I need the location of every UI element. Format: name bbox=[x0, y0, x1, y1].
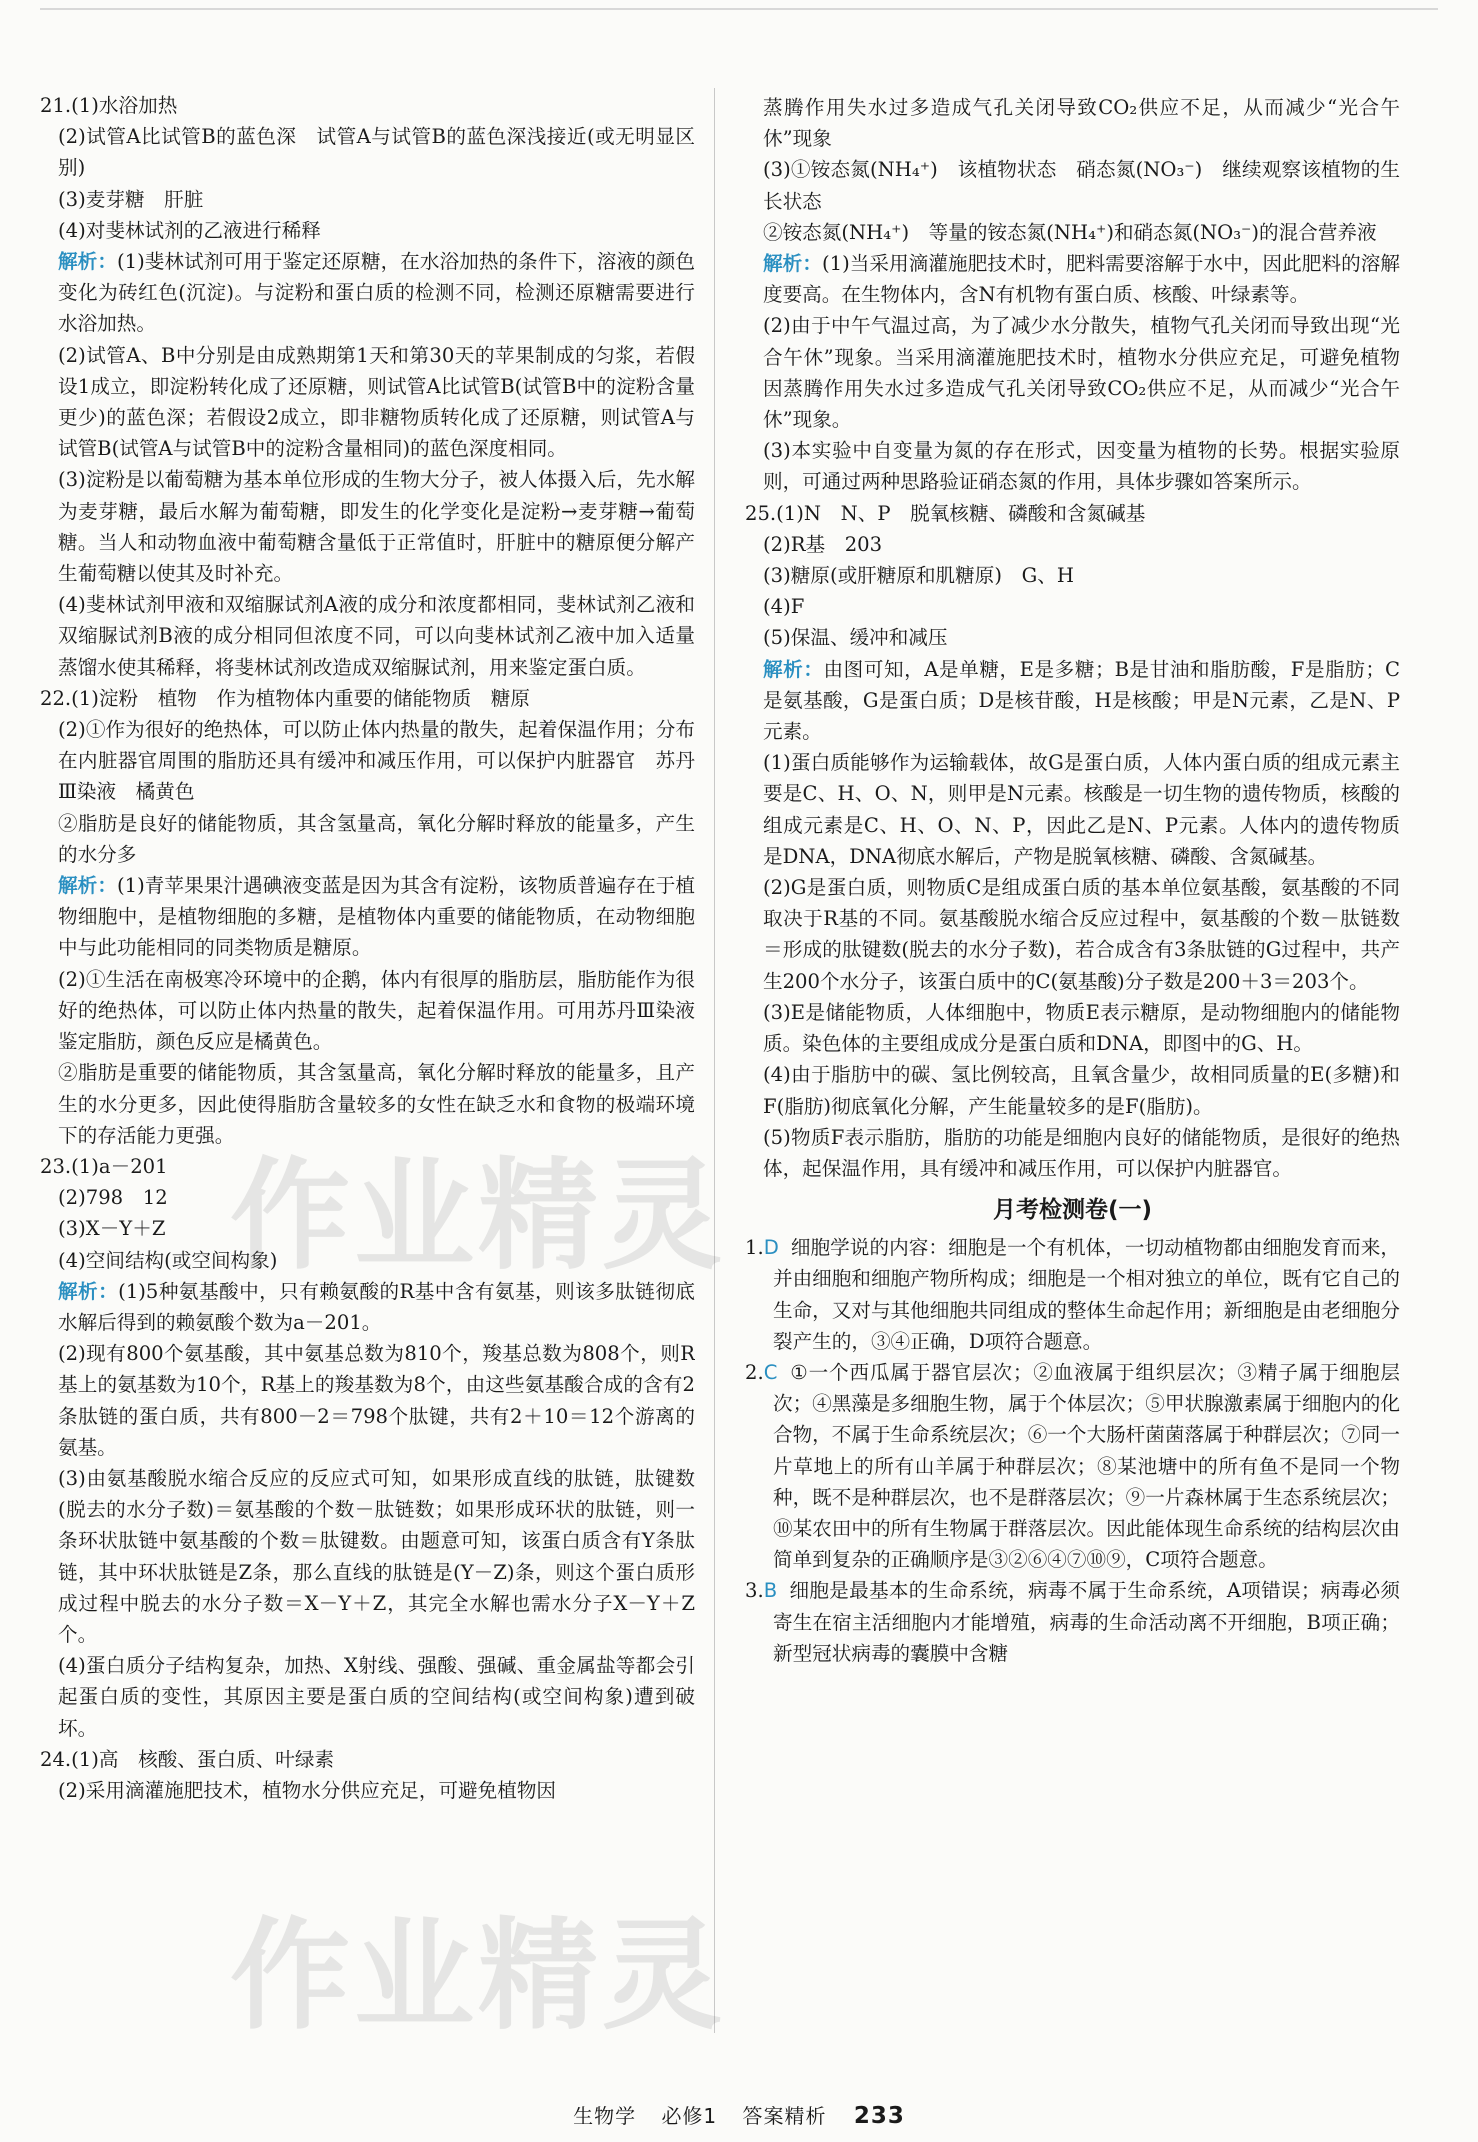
footer-subject: 生物学 bbox=[573, 2104, 637, 2128]
paragraph-text: (2)798 12 bbox=[58, 1186, 168, 1210]
question-answer bbox=[40, 1744, 695, 1775]
paragraph-text: 细胞学说的内容：细胞是一个有机体，一切动植物都由细胞发育而来，并由细胞和细胞产物所构成；细胞是一个相对独立的单位，既有它自己的生命，又对与其他细胞共同组成的整体生命起作用；新细胞是由老细胞分裂产生的，③④正确，D项符合题意。 bbox=[773, 1236, 1400, 1353]
right-column bbox=[745, 92, 1400, 2027]
explanation-paragraph bbox=[40, 246, 695, 340]
answer-letter: C bbox=[763, 1360, 778, 1384]
paragraph-text: (2)G是蛋白质，则物质C是组成蛋白质的基本单位氨基酸，氨基酸的不同取决于R基的不同。氨基酸脱水缩合反应过程中，氨基酸的个数－肽链数＝形成的肽键数(脱去的水分子数)，若合成含有3条肽链的G过程中，共产生200个水分子，该蛋白质中的C(氨基酸)分子数是200＋3＝203个。 bbox=[763, 876, 1400, 993]
question-answer bbox=[40, 683, 695, 714]
paragraph-text: 由图可知，A是单糖，E是多糖；B是甘油和脂肪酸，F是脂肪；C是氨基酸，G是蛋白质；D是核苷酸，H是核酸；甲是N元素，乙是N、P元素。 bbox=[763, 657, 1400, 744]
answer-line bbox=[745, 560, 1400, 591]
page-number: 233 bbox=[853, 2103, 905, 2129]
watermark: 作业精灵 bbox=[230, 1907, 726, 2046]
answer-line bbox=[40, 1245, 695, 1276]
paragraph-text: 23.(1)a－201 bbox=[40, 1154, 168, 1178]
tag-colon: ： bbox=[802, 252, 822, 276]
explanation-tag: 解析 bbox=[58, 1279, 99, 1303]
paragraph-text: (1)5种氨基酸中，只有赖氨酸的R基中含有氨基，则该多肽链彻底水解后得到的赖氨酸个数为a－201。 bbox=[58, 1279, 695, 1334]
question-number: 2. bbox=[745, 1360, 764, 1384]
explanation-paragraph bbox=[745, 1059, 1400, 1121]
paragraph-text: (1)斐林试剂可用于鉴定还原糖，在水浴加热的条件下，溶液的颜色变化为砖红色(沉淀)。与淀粉和蛋白质的检测不同，检测还原糖需要进行水浴加热。 bbox=[58, 250, 695, 336]
answer-line bbox=[40, 1775, 695, 1806]
explanation-paragraph bbox=[745, 248, 1400, 310]
answer-line bbox=[40, 714, 695, 808]
explanation-paragraph bbox=[40, 589, 695, 683]
explanation-paragraph bbox=[40, 1276, 695, 1338]
paragraph-text: (4)斐林试剂甲液和双缩脲试剂A液的成分和浓度都相同，斐林试剂乙液和双缩脲试剂B液的成分相同但浓度不同，可以向斐林试剂乙液中加入适量蒸馏水使其稀释，将斐林试剂改造成双缩脲试剂，用来鉴定蛋白质。 bbox=[58, 593, 695, 679]
paragraph-text: (4)蛋白质分子结构复杂，加热、X射线、强酸、强碱、重金属盐等都会引起蛋白质的变性，其原因主要是蛋白质的空间结构(或空间构象)遭到破坏。 bbox=[58, 1654, 695, 1740]
top-rule bbox=[40, 8, 1438, 10]
explanation-tag: 解析 bbox=[58, 874, 98, 898]
explanation-paragraph bbox=[40, 340, 695, 465]
answer-line bbox=[40, 121, 695, 183]
question-number: 1. bbox=[745, 1236, 764, 1260]
paragraph-text: (2)①生活在南极寒冷环境中的企鹅，体内有很厚的脂肪层，脂肪能作为很好的绝热体，可以防止体内热量的散失，起着保温作用。可用苏丹Ⅲ染液鉴定脂肪，颜色反应是橘黄色。 bbox=[58, 967, 695, 1054]
paragraph-text: ②脂肪是重要的储能物质，其含氢量高，氧化分解时释放的能量多，且产生的水分更多，因此使得脂肪含量较多的女性在缺乏水和食物的极端环境下的存活能力更强。 bbox=[58, 1061, 695, 1147]
paragraph-text: (3)糖原(或肝糖原和肌糖原) G、H bbox=[763, 564, 1074, 588]
left-column bbox=[40, 90, 695, 2025]
page-footer bbox=[0, 2100, 1478, 2129]
answer-line bbox=[745, 217, 1400, 248]
explanation-paragraph bbox=[745, 654, 1400, 748]
explanation-tag: 解析 bbox=[763, 657, 804, 681]
explanation-paragraph bbox=[40, 464, 695, 589]
explanation-paragraph bbox=[40, 964, 695, 1058]
explanation-paragraph bbox=[40, 1057, 695, 1151]
paragraph-text: (1)当采用滴灌施肥技术时，肥料需要溶解于水中，因此肥料的溶解度要高。在生物体内，含N有机物有蛋白质、核酸、叶绿素等。 bbox=[763, 252, 1400, 307]
explanation-paragraph bbox=[40, 1650, 695, 1744]
paragraph-text: (2)试管A比试管B的蓝色深 试管A与试管B的蓝色深浅接近(或无明显区别) bbox=[58, 125, 695, 180]
question-answer bbox=[745, 498, 1400, 529]
paragraph-text: (3)E是储能物质，人体细胞中，物质E表示糖原，是动物细胞内的储能物质。染色体的主要组成成分是蛋白质和DNA，即图中的G、H。 bbox=[763, 1000, 1400, 1056]
paragraph-text: (3)本实验中自变量为氮的存在形式，因变量为植物的长势。根据实验原则，可通过两种思路验证硝态氮的作用，具体步骤如答案所示。 bbox=[763, 439, 1400, 494]
paragraph-text: (1)青苹果果汁遇碘液变蓝是因为其含有淀粉，该物质普遍存在于植物细胞中，是植物细胞的多糖，是植物体内重要的储能物质，在动物细胞中与此功能相同的同类物质是糖原。 bbox=[58, 874, 695, 960]
answer-line bbox=[745, 622, 1400, 653]
paragraph-text: (5)物质F表示脂肪，脂肪的功能是细胞内良好的储能物质，是很好的绝热体，起保温作用，具有缓冲和减压作用，可以保护内脏器官。 bbox=[763, 1125, 1400, 1180]
paragraph-text: 22.(1)淀粉 植物 作为植物体内重要的储能物质 糖原 bbox=[40, 686, 530, 710]
explanation-tag: 解析 bbox=[763, 252, 803, 276]
paragraph-text: ②脂肪是良好的储能物质，其含氢量高，氧化分解时释放的能量多，产生的水分多 bbox=[58, 811, 695, 866]
column-divider bbox=[714, 88, 715, 2033]
answer-line bbox=[40, 1213, 695, 1244]
paragraph-text: (4)空间结构(或空间构象) bbox=[58, 1248, 278, 1272]
answer-line bbox=[745, 92, 1400, 154]
question-answer bbox=[40, 90, 695, 121]
paragraph-text: (3)①铵态氮(NH₄⁺) 该植物状态 硝态氮(NO₃⁻) 继续观察该植物的生长状态 bbox=[763, 158, 1400, 213]
answer-item bbox=[745, 1575, 1400, 1669]
answer-line bbox=[40, 1182, 695, 1213]
answer-line bbox=[40, 184, 695, 215]
explanation-paragraph bbox=[745, 997, 1400, 1059]
explanation-paragraph bbox=[745, 310, 1400, 435]
answer-item bbox=[745, 1357, 1400, 1575]
paragraph-text: ①一个西瓜属于器官层次；②血液属于组织层次；③精子属于细胞层次；④黑藻是多细胞生物，属于个体层次；⑤甲状腺激素属于细胞内的化合物，不属于生命系统层次；⑥一个大肠杆菌菌落属于种群层次；⑦同一片草地上的所有山羊属于种群层次；⑧某池塘中的所有鱼不是同一个物种，既不是种群层次，也不是群落层次；⑨一片森林属于生态系统层次；⑩某农田中的所有生物属于群落层次。因此能体现生命系统的结构层次由简单到复杂的正确顺序是③②⑥④⑦⑩⑨，C项符合题意。 bbox=[773, 1360, 1400, 1572]
answer-letter: D bbox=[763, 1236, 779, 1260]
footer-volume: 必修1 bbox=[661, 2104, 718, 2128]
explanation-paragraph bbox=[745, 1122, 1400, 1184]
paragraph-text: (1)蛋白质能够作为运输载体，故G是蛋白质，人体内蛋白质的组成元素主要是C、H、O、N，则甲是N元素。核酸是一切生物的遗传物质，核酸的组成元素是C、H、O、N、P，因此乙是N、P元素。人体内的遗传物质是DNA，DNA彻底水解后，产物是脱氧核糖、磷酸、含氮碱基。 bbox=[763, 751, 1400, 868]
paragraph-text: (3)X－Y＋Z bbox=[58, 1217, 166, 1241]
question-number: 3. bbox=[745, 1579, 764, 1603]
paragraph-text: 25.(1)N N、P 脱氧核糖、磷酸和含氮碱基 bbox=[745, 501, 1146, 525]
question-answer bbox=[40, 1151, 695, 1182]
paragraph-text: (3)由氨基酸脱水缩合反应的反应式可知，如果形成直线的肽链，肽键数(脱去的水分子数)＝氨基酸的个数－肽链数；如果形成环状的肽链，则一条环状肽链中氨基酸的个数＝肽键数。由题意可知，该蛋白质含有Y条肽链，其中环状肽链是Z条，那么直线的肽链是(Y－Z)条，则这个蛋白质形成过程中脱去的水分子数＝X－Y＋Z，其完全水解也需水分子X－Y＋Z个。 bbox=[58, 1466, 695, 1646]
answer-line bbox=[745, 529, 1400, 560]
answer-letter: B bbox=[763, 1579, 778, 1603]
answer-line bbox=[745, 591, 1400, 622]
paragraph-text: (4)对斐林试剂的乙液进行稀释 bbox=[58, 218, 321, 242]
answer-line bbox=[40, 215, 695, 246]
explanation-paragraph bbox=[40, 1463, 695, 1650]
answer-item bbox=[745, 1232, 1400, 1357]
paragraph-text: 细胞是最基本的生命系统，病毒不属于生命系统，A项错误；病毒必须寄生在宿主活细胞内才能增殖，病毒的生命活动离不开细胞，B项正确；新型冠状病毒的囊膜中含糖 bbox=[773, 1579, 1400, 1665]
paragraph-text: (2)由于中午气温过高，为了减少水分散失，植物气孔关闭而导致出现“光合午休”现象。当采用滴灌施肥技术时，植物水分供应充足，可避免植物因蒸腾作用失水过多造成气孔关闭导致CO₂供应不足，从而减少“光合午休”现象。 bbox=[763, 314, 1400, 432]
explanation-paragraph bbox=[40, 1338, 695, 1463]
paragraph-text: (3)淀粉是以葡萄糖为基本单位形成的生物大分子，被人体摄入后，先水解为麦芽糖，最后水解为葡萄糖，即发生的化学变化是淀粉→麦芽糖→葡萄糖。当人和动物血液中葡萄糖含量低于正常值时，肝脏中的糖原便分解产生葡萄糖以使其及时补充。 bbox=[58, 468, 695, 586]
explanation-paragraph bbox=[40, 870, 695, 964]
paragraph-text: (2)试管A、B中分别是由成熟期第1天和第30天的苹果制成的匀浆，若假设1成立，即淀粉转化成了还原糖，则试管A比试管B(试管B中的淀粉含量更少)的蓝色深；若假设2成立，即非糖物质转化成了还原糖，则试管A与试管B(试管A与试管B中的淀粉含量相同)的蓝色深度相同。 bbox=[58, 343, 695, 461]
paragraph-text: (2)采用滴灌施肥技术，植物水分供应充足，可避免植物因 bbox=[58, 1778, 557, 1802]
paragraph-text: (2)①作为很好的绝热体，可以防止体内热量的散失，起着保温作用；分布在内脏器官周围的脂肪还具有缓冲和减压作用，可以保护内脏器官 苏丹Ⅲ染液 橘黄色 bbox=[58, 718, 695, 804]
explanation-paragraph bbox=[745, 435, 1400, 497]
watermark: 作业精灵 bbox=[230, 1147, 726, 1286]
answer-line bbox=[40, 808, 695, 870]
paragraph-text: (3)麦芽糖 肝脏 bbox=[58, 187, 204, 211]
tag-colon: ： bbox=[803, 657, 824, 681]
paragraph-text: 蒸腾作用失水过多造成气孔关闭导致CO₂供应不足，从而减少“光合午休”现象 bbox=[763, 96, 1400, 151]
explanation-paragraph bbox=[745, 872, 1400, 997]
paragraph-text: 24.(1)高 核酸、蛋白质、叶绿素 bbox=[40, 1747, 335, 1771]
explanation-tag: 解析 bbox=[58, 250, 98, 274]
paragraph-text: (4)F bbox=[763, 595, 805, 619]
tag-colon: ： bbox=[97, 250, 117, 274]
paragraph-text: (4)由于脂肪中的碳、氢比例较高，且氧含量少，故相同质量的E(多糖)和F(脂肪)彻底氧化分解，产生能量较多的是F(脂肪)。 bbox=[763, 1063, 1400, 1118]
footer-label: 答案精析 bbox=[742, 2104, 827, 2128]
explanation-paragraph bbox=[745, 747, 1400, 872]
paragraph-text: (2)现有800个氨基酸，其中氨基总数为810个，羧基总数为808个，则R基上的氨基数为10个，R基上的羧基数为8个，由这些氨基酸合成的含有2条肽链的蛋白质，共有800－2＝798个肽键，共有2＋10＝12个游离的氨基。 bbox=[58, 1342, 695, 1459]
paragraph-text: ②铵态氮(NH₄⁺) 等量的铵态氮(NH₄⁺)和硝态氮(NO₃⁻)的混合营养液 bbox=[763, 220, 1377, 244]
paragraph-text: (2)R基 203 bbox=[763, 532, 883, 556]
paragraph-text: 21.(1)水浴加热 bbox=[40, 94, 178, 117]
section-title: 月考检测卷(一) bbox=[992, 1197, 1153, 1224]
answer-line bbox=[745, 154, 1400, 216]
tag-colon: ： bbox=[97, 874, 117, 898]
tag-colon: ： bbox=[98, 1279, 119, 1303]
paragraph-text: (5)保温、缓冲和减压 bbox=[763, 626, 948, 650]
